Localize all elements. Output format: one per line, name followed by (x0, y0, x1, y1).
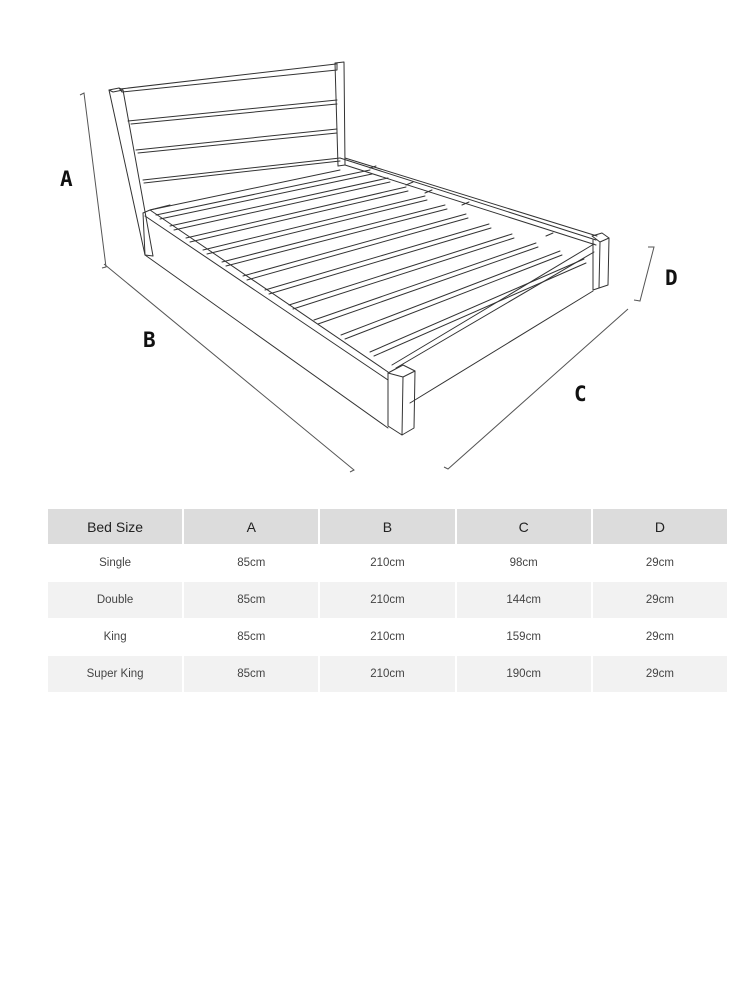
header-b: B (320, 509, 454, 544)
cell-a: 85cm (184, 582, 318, 618)
header-c: C (457, 509, 591, 544)
cell-c: 144cm (457, 582, 591, 618)
dimension-label-d: D (665, 266, 678, 290)
dimension-line-b (104, 264, 354, 472)
cell-bed-size: King (103, 631, 127, 643)
cell-c: 159cm (506, 631, 541, 643)
dimension-label-c: C (574, 382, 587, 406)
bed-line-drawing (0, 0, 750, 490)
cell-a: 85cm (237, 631, 266, 643)
dimension-line-c (444, 309, 628, 469)
cell-d: 29cm (645, 557, 674, 569)
cell-d: 29cm (593, 656, 727, 692)
cell-b: 210cm (320, 582, 454, 618)
bed-dimension-diagram (0, 0, 750, 490)
cell-c: 98cm (509, 557, 538, 569)
dimension-label-a: A (60, 167, 73, 191)
table-header-row (48, 509, 727, 544)
cell-d: 29cm (593, 582, 727, 618)
cell-bed-size: Single (99, 557, 132, 569)
table-row (48, 619, 727, 655)
table-row (48, 545, 727, 581)
bed-size-table (46, 508, 729, 693)
cell-d: 29cm (645, 631, 674, 643)
cell-a: 85cm (237, 557, 266, 569)
header-bed-size: Bed Size (48, 509, 182, 544)
header-a: A (184, 509, 318, 544)
cell-bed-size: Super King (48, 656, 182, 692)
header-d: D (593, 509, 727, 544)
cell-a: 85cm (184, 656, 318, 692)
dimension-line-d (634, 247, 654, 301)
dimension-line-a (80, 93, 106, 268)
cell-c: 190cm (457, 656, 591, 692)
cell-b: 210cm (370, 557, 405, 569)
dimension-label-b: B (143, 328, 156, 352)
cell-bed-size: Double (48, 582, 182, 618)
cell-b: 210cm (370, 631, 405, 643)
cell-b: 210cm (320, 656, 454, 692)
table-row (48, 582, 727, 618)
table-row (48, 656, 727, 692)
